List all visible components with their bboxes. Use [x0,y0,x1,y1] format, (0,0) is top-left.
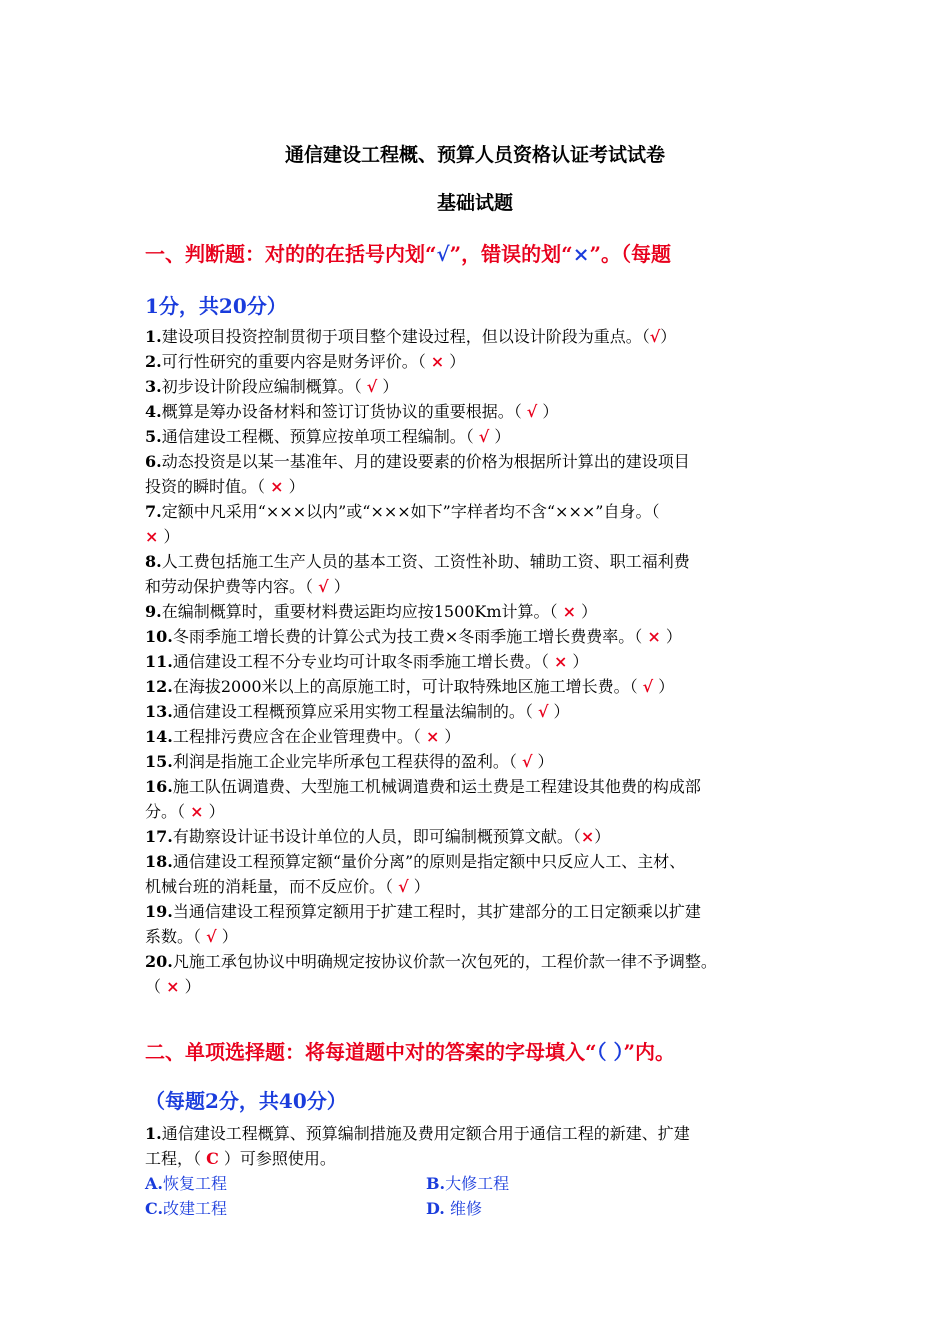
tf-question-1: 1.建设项目投资控制贯彻于项目整个建设过程，但以设计阶段为重点。（√） [145,327,677,346]
tf-question-13: 13.通信建设工程概预算应采用实物工程量法编制的。（ √ ） [145,702,570,721]
tf-question-9: 9.在编制概算时，重要材料费运距均应按1500Km计算。（ × ） [145,602,598,621]
section1-heading: 一、判断题：对的的在括号内划“√”，错误的划“×”。（每题 [145,242,671,266]
option-b: B.大修工程 [426,1174,510,1193]
section2-heading-line2: （每题2分，共40分） [145,1089,347,1113]
tf-question-14: 14.工程排污费应含在企业管理费中。（ × ） [145,727,461,746]
answer-mark: × [553,652,568,671]
answer-mark: × [145,527,159,546]
tf-question-6-line2: 投资的瞬时值。（ × ） [145,477,305,496]
tf-question-17: 17.有勘察设计证书设计单位的人员，即可编制概预算文献。（×） [145,827,611,846]
answer-mark: √ [398,877,409,896]
tf-question-3: 3.初步设计阶段应编制概算。（ √ ） [145,377,399,396]
answer-mark: × [166,977,180,996]
tf-question-12: 12.在海拔2000米以上的高原施工时，可计取特殊地区施工增长费。（ √ ） [145,677,675,696]
tf-question-5: 5.通信建设工程概、预算应按单项工程编制。（ √ ） [145,427,511,446]
tf-question-19-line2: 系数。（ √ ） [145,927,238,946]
answer-mark: × [647,627,661,646]
page-title: 通信建设工程概、预算人员资格认证考试试卷 [284,144,665,166]
answer-mark: × [270,477,284,496]
answer-mark: √ [537,702,549,721]
answer-mark: × [562,602,577,621]
answer-mark: √ [526,402,538,421]
tf-question-2: 2.可行性研究的重要内容是财务评价。（ × ） [145,352,466,371]
answer-mark: √ [521,752,533,771]
tf-question-7-line2: × ） [145,527,180,546]
answer-mark: × [430,352,445,371]
tf-question-6: 6.动态投资是以某一基准年、月的建设要素的价格为根据所计算出的建设项目 [145,452,690,471]
tf-question-8-line2: 和劳动保护费等内容。（ √ ） [145,577,350,596]
section2-heading: 二、单项选择题：将每道题中对的答案的字母填入“（ ）”内。 [145,1040,675,1064]
section1-heading-line2: 1分，共20分） [145,294,287,318]
answer-mark: C [206,1149,219,1168]
answer-mark: √ [318,577,329,596]
tf-question-10: 10.冬雨季施工增长费的计算公式为技工费×冬雨季施工增长费费率。（ × ） [145,627,682,646]
answer-mark: × [425,727,440,746]
tf-question-18-line2: 机械台班的消耗量，而不反应价。（ √ ） [145,877,430,896]
tf-question-4: 4.概算是筹办设备材料和签订订货协议的重要根据。（ √ ） [145,402,559,421]
page-subtitle: 基础试题 [436,192,513,214]
tf-question-11: 11.通信建设工程不分专业均可计取冬雨季施工增长费。（ × ） [145,652,589,671]
mc-question-1-line2: 工程，（ C ）可参照使用。 [145,1149,336,1168]
answer-mark: √ [642,677,654,696]
tf-question-15: 15.利润是指施工企业完毕所承包工程获得的盈利。（ √ ） [145,752,554,771]
tf-question-7: 7.定额中凡采用“×××以内”或“×××如下”字样者均不含“×××”自身。（ [145,502,660,521]
option-a: A.恢复工程 [145,1174,227,1193]
answer-mark: √ [478,427,490,446]
tf-question-18: 18.通信建设工程预算定额“量价分离”的原则是指定额中只反应人工、主材、 [145,852,686,871]
option-d: D. 维修 [426,1199,482,1218]
tf-question-20-line2: （ × ） [145,977,201,996]
tf-question-16: 16.施工队伍调遣费、大型施工机械调遣费和运土费是工程建设其他费的构成部 [145,777,701,796]
option-c: C.改建工程 [145,1199,228,1218]
answer-mark: × [190,802,204,821]
answer-mark: × [580,827,595,846]
tf-question-19: 19.当通信建设工程预算定额用于扩建工程时，其扩建部分的工日定额乘以扩建 [145,902,701,921]
answer-mark: √ [206,927,217,946]
answer-mark: √ [649,327,661,346]
mc-question-1: 1.通信建设工程概算、预算编制措施及费用定额合用于通信工程的新建、扩建 [145,1124,690,1143]
answer-mark: √ [366,377,378,396]
tf-question-8: 8.人工费包括施工生产人员的基本工资、工资性补助、辅助工资、职工福利费 [145,552,690,571]
tf-question-20: 20.凡施工承包协议中明确规定按协议价款一次包死的，工程价款一律不予调整。 [145,952,717,971]
tf-question-16-line2: 分。（ × ） [145,802,225,821]
